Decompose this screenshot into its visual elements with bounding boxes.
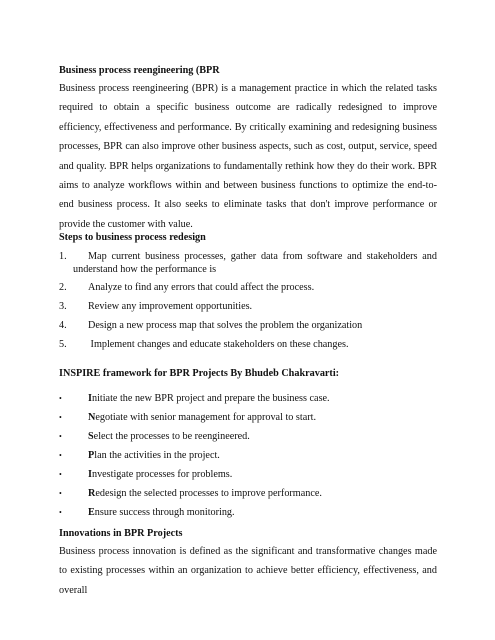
section-heading-innovations: Innovations in BPR Projects <box>59 528 183 539</box>
list-item <box>59 468 437 481</box>
list-item <box>59 411 437 424</box>
section-heading-inspire: INSPIRE framework for BPR Projects By Bhudeb Chakravarti: <box>59 368 340 379</box>
list-item <box>59 487 437 500</box>
step-number: 3. <box>59 301 67 312</box>
innovations-paragraph: Business process innovation is defined as the significant and transformative changes made to existing processes within an organization to achieve better efficiency, effectiveness, and overall <box>59 546 437 596</box>
bullet-icon: • <box>59 394 62 403</box>
bold-initial: E <box>88 507 95 518</box>
item-text: nsure success through monitoring. <box>94 507 235 518</box>
bullet-icon: • <box>59 470 62 479</box>
list-item <box>59 506 437 519</box>
bold-initial: N <box>88 412 96 423</box>
section-heading-steps: Steps to business process redesign <box>59 232 206 243</box>
step-item <box>59 300 437 313</box>
item-text: edesign the selected processes to improve performance. <box>95 488 322 499</box>
section-heading-bpr: Business process reengineering (BPR <box>59 65 220 76</box>
bold-initial: P <box>88 450 95 461</box>
step-number: 2. <box>59 282 67 293</box>
step-number: 5. <box>59 339 67 350</box>
step-item <box>59 319 437 332</box>
list-item <box>59 392 437 405</box>
bold-initial: I <box>88 393 92 404</box>
item-text: lan the activities in the project. <box>94 450 220 461</box>
bullet-icon: • <box>59 508 62 517</box>
item-text: egotiate with senior management for approval to start. <box>95 412 317 423</box>
bullet-icon: • <box>59 413 62 422</box>
step-number: 1. <box>59 251 67 262</box>
step-text: Review any improvement opportunities. <box>88 301 253 312</box>
list-item <box>59 449 437 462</box>
step-text: Implement changes and educate stakeholders on these changes. <box>88 339 349 350</box>
bpr-paragraph: Business process reengineering (BPR) is a management practice in which the related tasks required to obtain a specific business outcome are radically redesigned to improve efficiency, effectiveness and performance. By critically examining and redesigning business processes, BPR can also improve other business aspects, such as cost, output, service, speed and quality. BPR helps organizations to fundamentally rethink how they do their work. BPR aims to analyze workflows within and between business functions to optimize the end-to-end business process. It also seeks to eliminate tasks that don't improve performance or provide the customer with value. <box>59 83 437 230</box>
step-text: Analyze to find any errors that could affect the process. <box>88 282 315 293</box>
bullet-icon: • <box>59 489 62 498</box>
step-number: 4. <box>59 320 67 331</box>
item-text: elect the processes to be reengineered. <box>93 431 250 442</box>
list-item <box>59 430 437 443</box>
item-text: nitiate the new BPR project and prepare the business case. <box>91 393 330 404</box>
step-text: Design a new process map that solves the problem the organization <box>88 320 363 331</box>
item-text: nvestigate processes for problems. <box>91 469 233 480</box>
step-text: Map current business processes, gather data from software and stakeholders and understand how the performance is <box>73 251 437 275</box>
step-item <box>59 338 437 351</box>
step-item <box>59 281 437 294</box>
step-item <box>59 250 437 276</box>
bold-initial: I <box>88 469 92 480</box>
bold-initial: S <box>88 431 94 442</box>
bullet-icon: • <box>59 432 62 441</box>
bullet-icon: • <box>59 451 62 460</box>
bold-initial: R <box>88 488 96 499</box>
